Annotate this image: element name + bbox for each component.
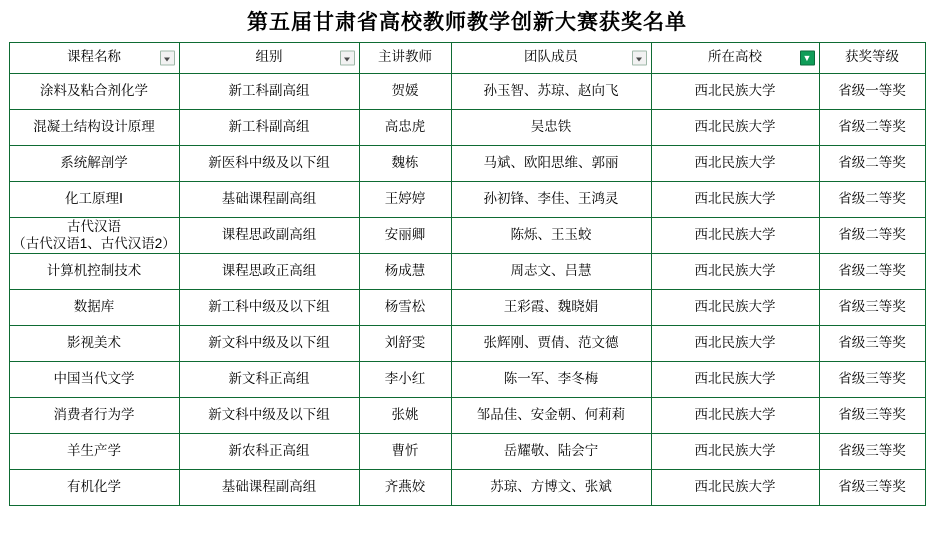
cell-teacher: 李小红 [359, 362, 451, 398]
table-row [9, 110, 925, 146]
cell-group: 新文科中级及以下组 [179, 326, 359, 362]
cell-course: 消费者行为学 [9, 398, 179, 434]
cell-school: 西北民族大学 [651, 254, 819, 290]
cell-teacher: 王婷婷 [359, 182, 451, 218]
column-header-label: 获奖等级 [845, 49, 899, 64]
cell-school: 西北民族大学 [651, 398, 819, 434]
table-row [9, 326, 925, 362]
column-header-label: 组别 [255, 49, 283, 64]
filter-dropdown-icon[interactable] [340, 51, 355, 66]
cell-school: 西北民族大学 [651, 218, 819, 254]
table-row [9, 74, 925, 110]
cell-teacher: 曹忻 [359, 434, 451, 470]
cell-teacher: 张姚 [359, 398, 451, 434]
cell-course: 系统解剖学 [9, 146, 179, 182]
cell-school: 西北民族大学 [651, 110, 819, 146]
cell-course [9, 218, 179, 254]
column-header-label: 团队成员 [524, 49, 578, 64]
cell-team: 周志文、吕慧 [451, 254, 651, 290]
cell-award: 省级二等奖 [819, 146, 925, 182]
table-row [9, 362, 925, 398]
cell-team: 张辉刚、贾倩、范文德 [451, 326, 651, 362]
filter-active-icon[interactable]: ▼ [800, 51, 815, 66]
table-row [9, 182, 925, 218]
cell-group: 基础课程副高组 [179, 470, 359, 506]
table-row [9, 434, 925, 470]
cell-course: 数据库 [9, 290, 179, 326]
cell-teacher: 杨雪松 [359, 290, 451, 326]
cell-teacher: 高忠虎 [359, 110, 451, 146]
cell-team: 孙玉智、苏琼、赵向飞 [451, 74, 651, 110]
cell-teacher: 齐燕姣 [359, 470, 451, 506]
cell-teacher: 安丽卿 [359, 218, 451, 254]
award-list-table [9, 42, 926, 506]
cell-course: 计算机控制技术 [9, 254, 179, 290]
cell-school: 西北民族大学 [651, 434, 819, 470]
cell-team: 陈一军、李冬梅 [451, 362, 651, 398]
cell-award: 省级三等奖 [819, 434, 925, 470]
cell-course: 影视美术 [9, 326, 179, 362]
column-header-label: 课程名称 [67, 49, 121, 64]
column-header-label: 所在高校 [708, 49, 762, 64]
cell-school: 西北民族大学 [651, 326, 819, 362]
cell-award: 省级三等奖 [819, 470, 925, 506]
column-header-teacher [359, 43, 451, 74]
filter-dropdown-icon[interactable] [160, 51, 175, 66]
cell-course: 涂料及粘合剂化学 [9, 74, 179, 110]
column-header-course [9, 43, 179, 74]
cell-award: 省级二等奖 [819, 182, 925, 218]
cell-group: 新工科副高组 [179, 74, 359, 110]
cell-school: 西北民族大学 [651, 182, 819, 218]
cell-award: 省级二等奖 [819, 218, 925, 254]
cell-team: 邹品佳、安金朝、何莉莉 [451, 398, 651, 434]
table-row [9, 290, 925, 326]
cell-team: 王彩霞、魏晓娟 [451, 290, 651, 326]
table-row [9, 398, 925, 434]
cell-course: 中国当代文学 [9, 362, 179, 398]
cell-course: 化工原理Ⅰ [9, 182, 179, 218]
cell-award: 省级一等奖 [819, 74, 925, 110]
column-header-team [451, 43, 651, 74]
cell-award: 省级三等奖 [819, 398, 925, 434]
cell-group: 新医科中级及以下组 [179, 146, 359, 182]
cell-teacher: 贺媛 [359, 74, 451, 110]
cell-teacher: 刘舒雯 [359, 326, 451, 362]
cell-team: 马斌、欧阳思维、郭丽 [451, 146, 651, 182]
cell-teacher: 魏栋 [359, 146, 451, 182]
table-row [9, 254, 925, 290]
cell-team: 苏琼、方博文、张斌 [451, 470, 651, 506]
cell-award: 省级三等奖 [819, 290, 925, 326]
cell-course-line1: 古代汉语 [67, 218, 121, 234]
cell-group: 新文科正高组 [179, 362, 359, 398]
cell-course: 有机化学 [9, 470, 179, 506]
cell-course-line2: （古代汉语1、古代汉语2） [12, 235, 176, 251]
cell-group: 课程思政正高组 [179, 254, 359, 290]
page-title: 第五届甘肃省高校教师教学创新大赛获奖名单 [247, 10, 687, 34]
cell-school: 西北民族大学 [651, 74, 819, 110]
cell-group: 新工科中级及以下组 [179, 290, 359, 326]
cell-school: 西北民族大学 [651, 146, 819, 182]
cell-school: 西北民族大学 [651, 290, 819, 326]
cell-team: 孙初锋、李佳、王鸿灵 [451, 182, 651, 218]
cell-group: 新文科中级及以下组 [179, 398, 359, 434]
column-header-award [819, 43, 925, 74]
cell-group: 基础课程副高组 [179, 182, 359, 218]
cell-teacher: 杨成慧 [359, 254, 451, 290]
cell-award: 省级二等奖 [819, 110, 925, 146]
cell-school: 西北民族大学 [651, 470, 819, 506]
column-header-school [651, 43, 819, 74]
cell-team: 陈烁、王玉蛟 [451, 218, 651, 254]
column-header-group [179, 43, 359, 74]
table-row [9, 146, 925, 182]
cell-school: 西北民族大学 [651, 362, 819, 398]
cell-course: 羊生产学 [9, 434, 179, 470]
filter-dropdown-icon[interactable] [632, 51, 647, 66]
cell-group: 新农科正高组 [179, 434, 359, 470]
cell-course: 混凝土结构设计原理 [9, 110, 179, 146]
table-row [9, 470, 925, 506]
table-row [9, 218, 925, 254]
cell-team: 吴忠铁 [451, 110, 651, 146]
cell-group: 课程思政副高组 [179, 218, 359, 254]
cell-team: 岳耀敬、陆会宁 [451, 434, 651, 470]
table-header-row [9, 43, 925, 74]
column-header-label: 主讲教师 [378, 49, 432, 64]
cell-award: 省级三等奖 [819, 326, 925, 362]
cell-group: 新工科副高组 [179, 110, 359, 146]
cell-award: 省级二等奖 [819, 254, 925, 290]
cell-award: 省级三等奖 [819, 362, 925, 398]
